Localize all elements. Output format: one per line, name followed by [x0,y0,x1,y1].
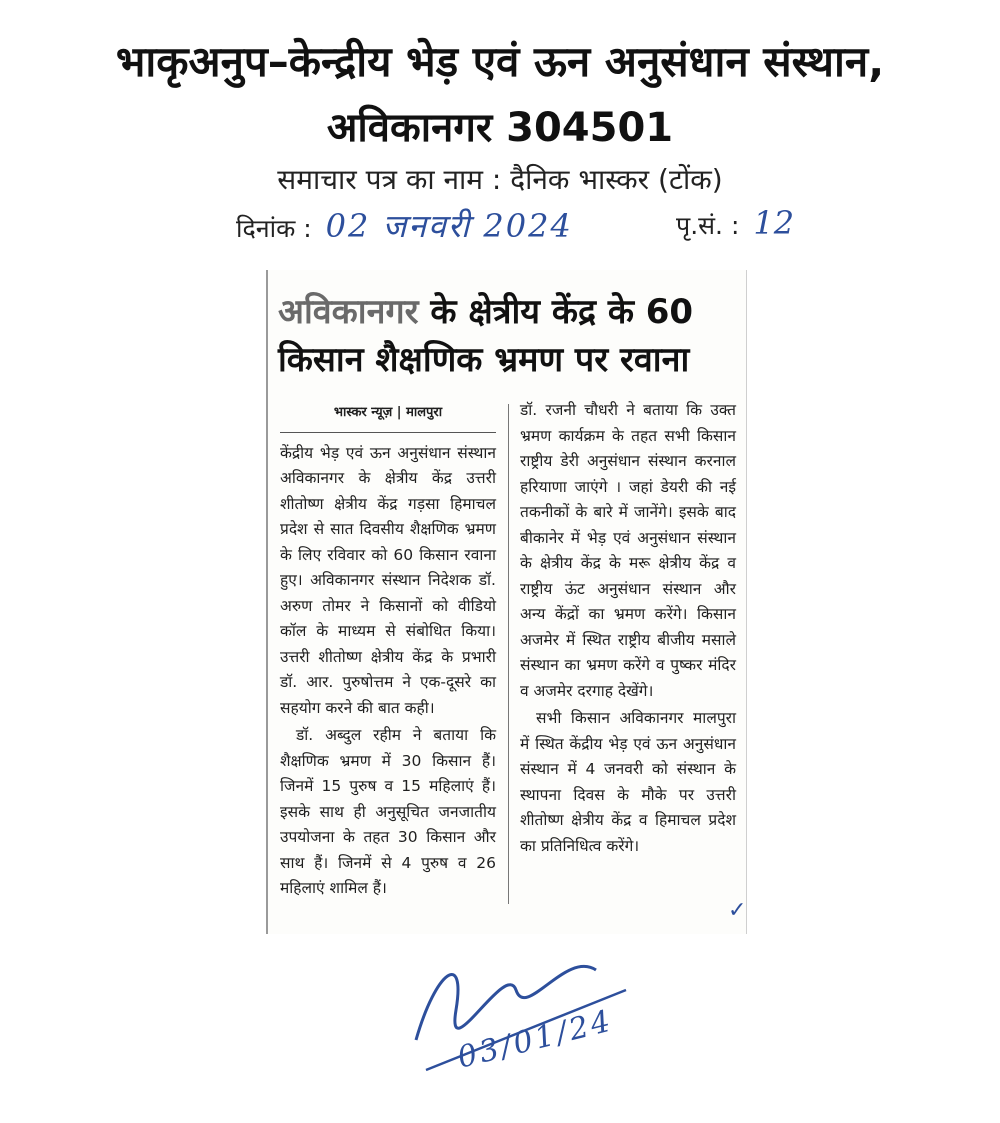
paragraph: केंद्रीय भेड़ एवं ऊन अनुसंधान संस्थान अविकानगर के क्षेत्रीय केंद्र उत्तरी शीतोष्ण क्षेत्रीय केंद्र गड़सा हिमाचल प्रदेश से सात दिवसीय शैक्षणिक भ्रमण के लिए रविवार को 60 किसान रवाना हुए। अविकानगर संस्थान निदेशक डॉ. अरुण तोमर ने किसानों को वीडियो कॉल के माध्यम से संबोधित किया। उत्तरी शीतोष्ण क्षेत्रीय केंद्र के प्रभारी डॉ. आर. पुरुषोत्तम ने एक-दूसरे का सहयोग करने की बात कही। [280,443,496,717]
headline-place: अविकानगर [278,292,419,332]
date-line [236,204,573,247]
page-number-line [676,204,794,242]
newspaper-line [0,160,1000,198]
page-value: 12 [753,204,795,242]
signature-date: 03/01/24 [454,1003,617,1076]
article-column-left [280,400,496,904]
headline-rest: के क्षेत्रीय केंद्र के 60 किसान शैक्षणिक भ्रमण पर रवाना [278,292,694,380]
newspaper-clipping [266,270,747,934]
newspaper-name: दैनिक भास्कर (टोंक) [510,163,723,196]
article-column-right [520,398,736,861]
article-headline [278,288,738,384]
column-divider [508,404,509,904]
institute-name: भाकृअनुप–केन्द्रीय भेड़ एवं ऊन अनुसंधान संस्थान, [115,37,885,86]
newspaper-label: समाचार पत्र का नाम : [277,163,511,196]
article-body [280,400,736,920]
article-byline: भास्कर न्यूज़ | मालपुरा [280,400,496,433]
handwritten-signature [396,930,646,1100]
institute-address: अविकानगर 304501 [326,105,674,151]
date-value: 02 जनवरी 2024 [325,207,573,245]
tick-mark-icon: ✓ [728,898,747,923]
page-label: पृ.सं. : [676,211,740,240]
date-label: दिनांक : [236,214,312,243]
paragraph: सभी किसान अविकानगर मालपुरा में स्थित केंद्रीय भेड़ एवं ऊन अनुसंधान संस्थान में 4 जनवरी को संस्थान के स्थापना दिवस के मौके पर उत्तरी शीतोष्ण क्षेत्रीय केंद्र व हिमाचल प्रदेश का प्रतिनिधित्व करेंगे। [520,709,736,855]
paragraph: डॉ. रजनी चौधरी ने बताया कि उक्त भ्रमण कार्यक्रम के तहत सभी किसान राष्ट्रीय डेरी अनुसंधान संस्थान करनाल हरियाणा जाएंगे । जहां डेयरी की नई तकनीकों के बारे में जानेंगे। इसके बाद बीकानेर में भेड़ एवं अनुसंधान संस्थान के क्षेत्रीय केंद्र के मरू क्षेत्रीय केंद्र व राष्ट्रीय ऊंट अनुसंधान संस्थान और अन्य केंद्रों का भ्रमण करेंगे। किसान अजमेर में स्थित राष्ट्रीय बीजीय मसाले संस्थान का भ्रमण करेंगे व पुष्कर मंदिर व अजमेर दरगाह देखेंगे। [520,401,736,700]
paragraph: डॉ. अब्दुल रहीम ने बताया कि शैक्षणिक भ्रमण में 30 किसान हैं। जिनमें 15 पुरुष व 15 महिलाएं हैं। इसके साथ ही अनुसूचित जनजातीय उपयोजना के तहत 30 किसान और साथ हैं। जिनमें से 4 पुरुष व 26 महिलाएं शामिल हैं। [280,726,496,897]
